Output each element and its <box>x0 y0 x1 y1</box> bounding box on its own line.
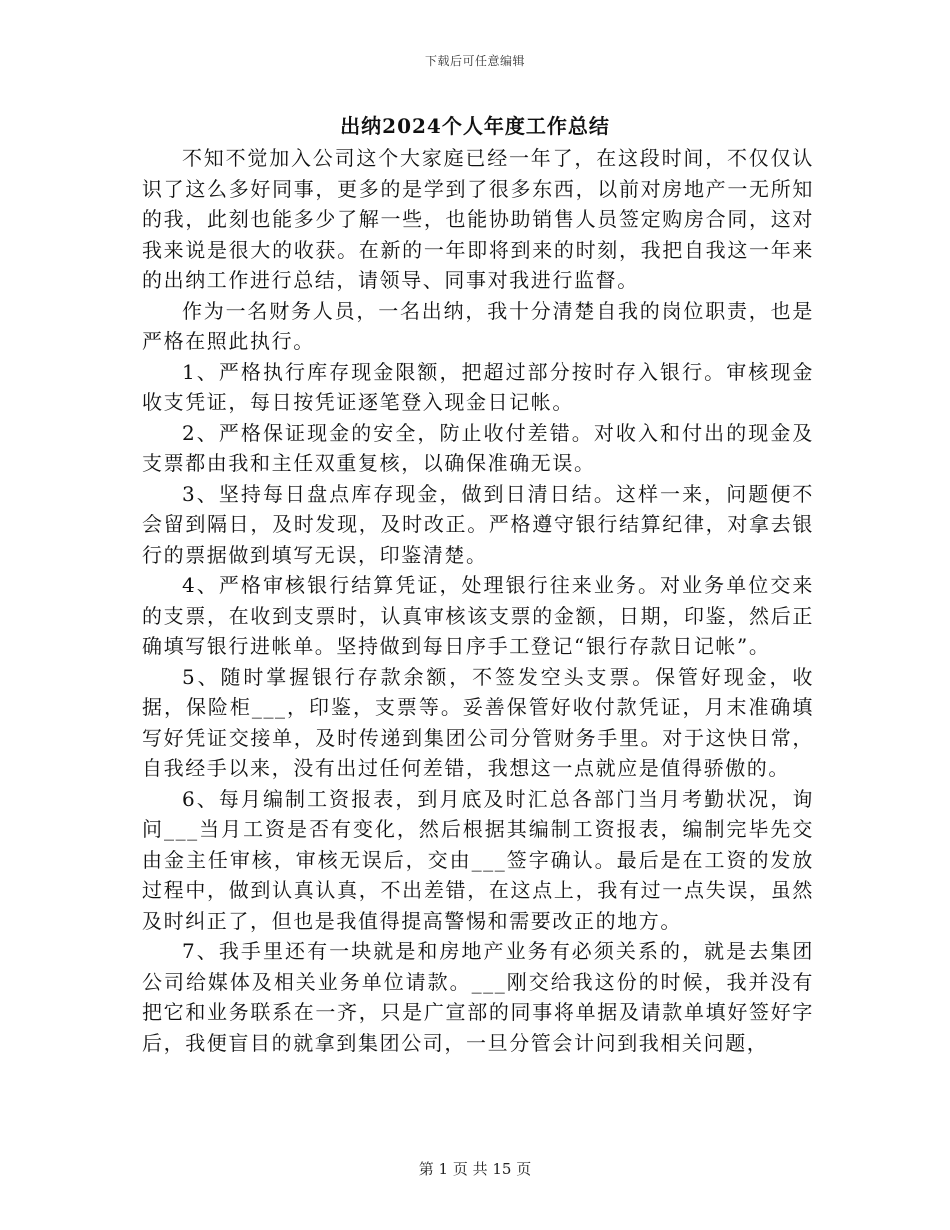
paragraph-item-2: 2、严格保证现金的安全，防止收付差错。对收入和付出的现金及支票都由我和主任双重复核，以确保准确无误。 <box>142 420 814 475</box>
paragraph-item-4: 4、严格审核银行结算凭证，处理银行往来业务。对业务单位交来的支票，在收到支票时，认真审核该支票的金额，日期，印鉴，然后正确填写银行进帐单。坚持做到每日序手工登记“银行存款日记帐”。 <box>142 573 814 658</box>
paragraph-intro: 不知不觉加入公司这个大家庭已经一年了，在这段时间，不仅仅认识了这么多好同事，更多的是学到了很多东西，以前对房地产一无所知的我，此刻也能多少了解一些，也能协助销售人员签定购房合同，这对我来说是很大的收获。在新的一年即将到来的时刻，我把自我这一年来的出纳工作进行总结，请领导、同事对我进行监督。 <box>142 146 814 292</box>
header-note: 下载后可任意编辑 <box>424 54 525 68</box>
paragraph-item-3: 3、坚持每日盘点库存现金，做到日清日结。这样一来，问题便不会留到隔日，及时发现，及时改正。严格遵守银行结算纪律，对拿去银行的票据做到填写无误，印鉴清楚。 <box>142 481 814 567</box>
document-body <box>142 143 814 1058</box>
document-title: 出纳2024个人年度工作总结 <box>340 114 610 138</box>
paragraph-item-6: 6、每月编制工资报表，到月底及时汇总各部门当月考勤状况，询问___当月工资是否有变化，然后根据其编制工资报表，编制完毕先交由金主任审核，审核无误后，交由___签字确认。最后是在工资的发放过程中，做到认真认真，不出差错，在这点上，我有过一点失误，虽然及时纠正了，但也是我值得提高警惕和需要改正的地方。 <box>142 786 814 933</box>
paragraph-role: 作为一名财务人员，一名出纳，我十分清楚自我的岗位职责，也是严格在照此执行。 <box>142 298 814 353</box>
paragraph-item-7: 7、我手里还有一块就是和房地产业务有必须关系的，就是去集团公司给媒体及相关业务单位请款。___刚交给我这份的时候，我并没有把它和业务联系在一齐，只是广宣部的同事将单据及请款单填好签好字后，我便盲目的就拿到集团公司，一旦分管会计问到我相关问题， <box>142 939 814 1055</box>
page-footer: 第 1 页 共 15 页 <box>418 1160 532 1178</box>
paragraph-item-5: 5、随时掌握银行存款余额，不签发空头支票。保管好现金，收据，保险柜___，印鉴，支票等。妥善保管好收付款凭证，月末准确填写好凭证交接单，及时传递到集团公司分管财务手里。对于这快日常，自我经手以来，没有出过任何差错，我想这一点就应是值得骄傲的。 <box>142 664 814 780</box>
paragraph-item-1: 1、严格执行库存现金限额，把超过部分按时存入银行。审核现金收支凭证，每日按凭证逐笔登入现金日记帐。 <box>142 359 814 414</box>
